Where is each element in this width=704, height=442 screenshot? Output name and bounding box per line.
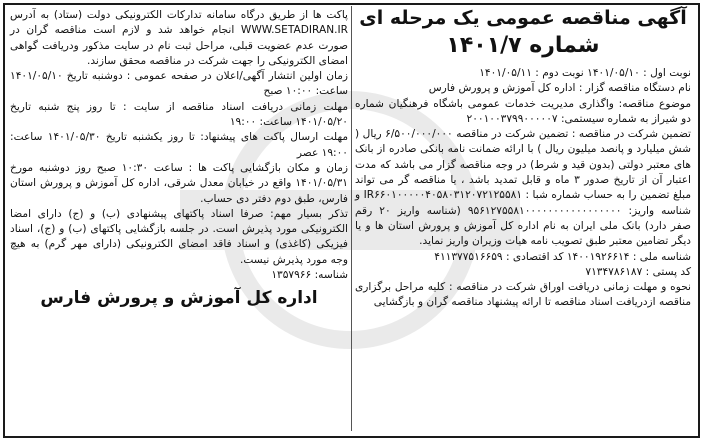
important-note: تذکر بسیار مهم: صرفا اسناد پاکتهای پیشنهادی (ب) و (ج) دارای امضا الکترونیکی مورد پذیرش است. در جلسه بازگشایی پاکتهای (ب) و (ج)، اسناد فیزیکی (کاغذی) و اسناد فاقد امضای الکترونیکی (دارای مهر گرم) به هیچ وجه مورد پذیرش نیست.: [10, 207, 348, 266]
postal-code: کد پستی : ۷۱۳۴۷۸۶۱۸۷: [585, 265, 691, 278]
reference-id: شناسه: ۱۳۵۷۹۶۶: [271, 269, 348, 282]
left-column: [10, 8, 348, 307]
document-deadline: مهلت زمانی دریافت اسناد مناقصه از سایت : تا روز پنج شنبه تاریخ ۱۴۰۱/۰۵/۲۰ ساعت: ۱۹:۰۰: [10, 100, 348, 129]
right-column: [355, 6, 691, 311]
guarantee-paragraph: تضمین شرکت در مناقصه : تضمین شرکت در مناقصه ۶/۵۰۰/۰۰۰/۰۰۰ ریال ( شش میلیارد و پانصد میلیون ریال ) با ارائه ضمانت نامه بانکی صادره از بانک های معتبر دولتی (بدون قید و شرط) در وجه مناقصه گزار می باشد که مدت اعتبار آن از تاریخ صدور ۳ ماه و قابل تمدید باشد ، یا مناقصه گر می تواند مبلغ تضمین را به حساب شماره شبا : IR۶۶۰۱۰۰۰۰۰۴۰۵۸۰۳۱۲۰۷۲۱۲۵۵۸۱ و شناسه واریز: ۹۵۶۱۲۷۵۵۸۱۰۰۰۰۰۰۰۰۰۰۰۰۰۰۰۰۰ (شناسه واریز ۲۰ رقم صفر دارد) بانک ملی ایران به نام اداره کل آموزش و پرورش استان ها و یا دیگر تضامین معتبر طبق تصویب نامه هیات وزیران واریز نماید.: [355, 128, 691, 248]
publication-turns: نوبت اول : ۱۴۰۱/۰۵/۱۰ نوبت دوم : ۱۴۰۱/۰۵/۱۱: [479, 67, 691, 79]
submission-deadline: مهلت ارسال پاکت های پیشنهاد: تا روز یکشنبه تاریخ ۱۴۰۱/۰۵/۳۰ ساعت: ۱۹:۰۰ عصر: [10, 131, 349, 159]
opening-time-place: زمان و مکان بازگشایی پاکت ها : ساعت ۱۰:۳۰ صبح روز دوشنبه مورخ ۱۴۰۱/۰۵/۳۱ واقع در خیابان معدل شرقی، اداره کل آموزش و پرورش استان فارس، طبق دوم دفتر دی حساب.: [10, 161, 348, 205]
setad-portal-paragraph: پاکت ها از طریق درگاه سامانه تدارکات الکترونیکی دولت (ستاد) به آدرس WWW.SETADIRAN.IR انجام خواهد شد و لازم است مناقصه گران در صورت عدم عضویت قبلی، مراحل ثبت نام در سایت مذکور ودریافت گواهی امضای الکترونیکی را جهت شرکت در مناقصه محقق سازند.: [10, 9, 348, 67]
column-divider: [351, 6, 352, 431]
ad-title: آگهی مناقصه عمومی یک مرحله ای: [359, 7, 687, 29]
organizer-name: نام دستگاه مناقصه گزار : اداره کل آموزش و پرورش فارس: [428, 82, 691, 95]
national-id: شناسه ملی : ۱۴۰۰۱۹۲۶۶۱۴ کد اقتصادی : ۴۱۱۳۷۷۵۱۶۶۵۹: [434, 250, 691, 263]
ad-number: شماره ۱۴۰۱/۷: [446, 33, 600, 58]
issuer-signature: اداره کل آموزش و پرورش فارس: [40, 288, 318, 309]
procedure-text: نحوه و مهلت زمانی دریافت اوراق شرکت در مناقصه : کلیه مراحل برگزاری مناقصه ازدریافت اسناد مناقصه تا ارائه پیشنهاد مناقصه گران و بازگشایی: [355, 281, 691, 309]
first-publication-time: زمان اولین انتشار آگهی/اعلان در صفحه عمومی : دوشنبه تاریخ ۱۴۰۱/۰۵/۱۰ ساعت: ۱۰:۰۰ صبح: [10, 70, 348, 98]
tender-subject: موضوع مناقصه: واگذاری مدیریت خدمات عمومی باشگاه فرهنگیان شماره دو شیراز به شماره سیستمی: ۲۰۰۱۰۰۳۷۹۹۰۰۰۰۰۷: [355, 97, 691, 125]
